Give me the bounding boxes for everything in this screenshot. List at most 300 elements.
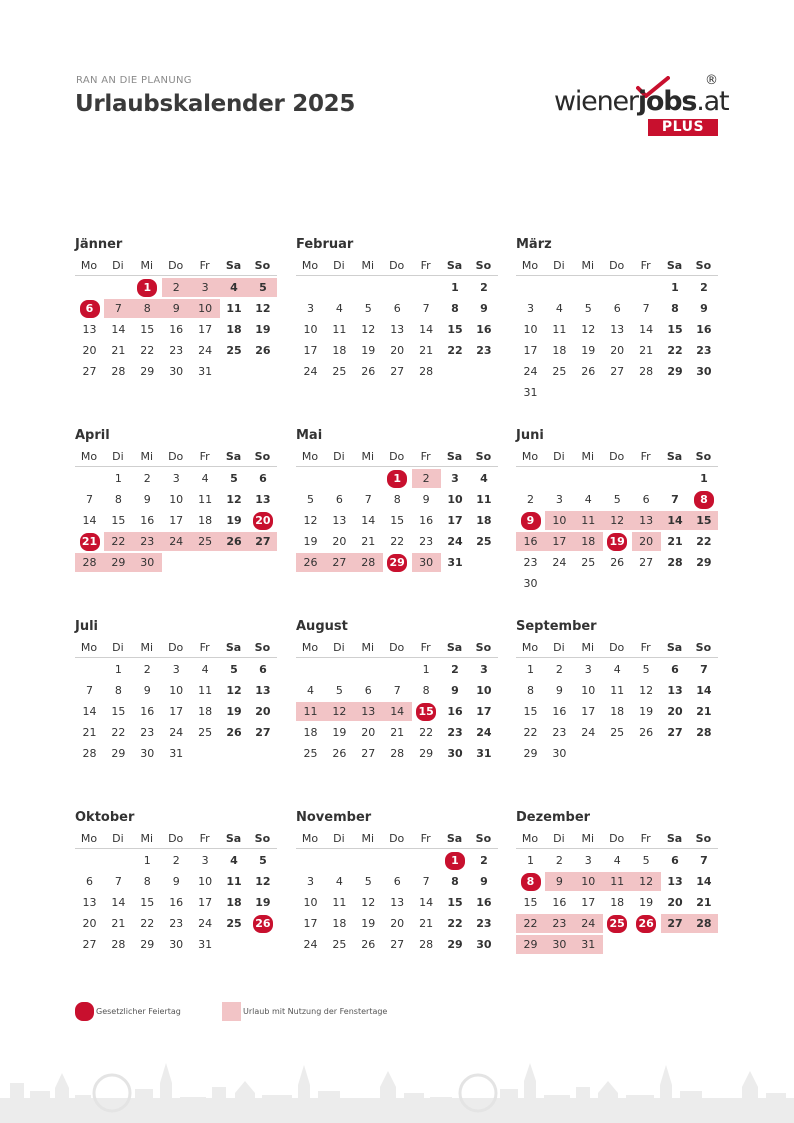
day-number: 28 — [419, 938, 434, 951]
day-cell-vacation — [632, 511, 661, 530]
day-number: 1 — [114, 472, 122, 485]
day-number: 12 — [226, 493, 242, 506]
day-cell — [661, 893, 690, 912]
day-number: 17 — [169, 514, 184, 527]
weekday-header — [75, 830, 277, 849]
day-cell — [603, 320, 632, 339]
day-number: 1 — [143, 854, 151, 867]
weekday-label: So — [695, 641, 712, 654]
day-cell-holiday — [383, 553, 412, 572]
day-number: 13 — [361, 705, 376, 718]
day-number: 4 — [307, 684, 314, 697]
day-number: 9 — [480, 875, 488, 888]
day-number: 4 — [201, 472, 209, 485]
day-cell — [661, 723, 690, 742]
day-cell — [133, 511, 162, 530]
day-number: 14 — [696, 684, 712, 697]
day-cell — [661, 320, 690, 339]
day-cell — [412, 490, 441, 509]
day-number: 7 — [393, 684, 401, 697]
day-number: 22 — [523, 726, 538, 739]
weekday-header — [516, 639, 718, 658]
day-cell — [469, 299, 498, 318]
weekday-label: Fr — [640, 641, 651, 654]
day-cell — [75, 681, 104, 700]
day-number: 31 — [198, 365, 213, 378]
day-number: 28 — [419, 365, 434, 378]
day-number: 28 — [82, 556, 97, 569]
day-cell-holiday — [632, 914, 661, 933]
day-cell — [661, 553, 690, 572]
day-number: 4 — [555, 302, 563, 315]
day-number: 20 — [390, 917, 405, 930]
day-cell-holiday — [412, 702, 441, 721]
day-cell — [325, 511, 354, 530]
day-number: 13 — [332, 514, 347, 527]
day-number: 20 — [253, 512, 273, 530]
day-number: 5 — [230, 663, 238, 676]
day-number: 17 — [198, 323, 213, 336]
day-number: 9 — [480, 302, 488, 315]
weekday-label: Mi — [140, 450, 154, 463]
weekday-label: Do — [168, 641, 184, 654]
day-number: 12 — [581, 323, 596, 336]
day-number: 25 — [607, 915, 627, 933]
day-number: 14 — [390, 705, 405, 718]
day-number: 17 — [581, 896, 596, 909]
month-grid — [75, 257, 277, 406]
day-number: 16 — [169, 323, 184, 336]
day-cell — [191, 341, 220, 360]
legend-holiday-label: Gesetzlicher Feiertag — [96, 1007, 181, 1016]
day-number: 9 — [700, 302, 708, 315]
day-number: 22 — [447, 917, 463, 930]
day-cell — [248, 723, 277, 742]
day-cell — [248, 851, 277, 870]
weekday-label: Do — [609, 832, 625, 845]
weekday-header — [516, 257, 718, 276]
day-number: 27 — [82, 365, 97, 378]
day-number: 3 — [584, 854, 592, 867]
weekday-label: Mo — [521, 450, 539, 463]
day-number: 14 — [696, 875, 712, 888]
day-number: 3 — [451, 472, 459, 485]
weekday-label: Fr — [199, 641, 210, 654]
day-cell — [632, 893, 661, 912]
day-cell — [441, 341, 470, 360]
day-number: 19 — [639, 896, 654, 909]
month-grid — [75, 830, 277, 979]
day-number: 6 — [393, 875, 401, 888]
month-grid — [296, 639, 498, 788]
day-cell — [248, 872, 277, 891]
day-number: 2 — [527, 493, 534, 506]
day-cell — [412, 341, 441, 360]
day-number: 20 — [332, 535, 347, 548]
day-number: 7 — [86, 493, 93, 506]
day-cell — [354, 723, 383, 742]
day-cell — [133, 320, 162, 339]
day-cell — [133, 893, 162, 912]
weekday-label: Mo — [521, 641, 539, 654]
day-number: 1 — [422, 663, 430, 676]
day-cell — [441, 469, 470, 488]
day-number: 4 — [613, 663, 621, 676]
day-cell — [191, 511, 220, 530]
day-cell — [574, 490, 603, 509]
day-cell — [354, 893, 383, 912]
day-number: 13 — [255, 493, 271, 506]
day-number: 29 — [523, 938, 538, 951]
weekday-label: Di — [112, 450, 124, 463]
month-name: Oktober — [75, 810, 135, 825]
day-number: 21 — [419, 344, 434, 357]
day-number: 11 — [198, 684, 213, 697]
day-cell — [354, 341, 383, 360]
day-cell — [516, 574, 545, 593]
day-cell-vacation — [325, 553, 354, 572]
day-number: 11 — [332, 896, 347, 909]
day-cell — [469, 723, 498, 742]
day-cell — [412, 893, 441, 912]
day-cell — [325, 914, 354, 933]
day-cell-holiday — [603, 914, 632, 933]
day-cell — [191, 681, 220, 700]
day-cell — [545, 723, 574, 742]
month-name: August — [296, 619, 348, 634]
day-cell — [632, 320, 661, 339]
logo-word-tail: .at — [696, 86, 729, 117]
day-number: 16 — [419, 514, 434, 527]
weekday-label: Di — [333, 259, 345, 272]
day-cell — [516, 320, 545, 339]
day-number: 10 — [581, 684, 596, 697]
day-cell — [574, 702, 603, 721]
month-name: Juni — [516, 428, 544, 443]
day-cell — [354, 872, 383, 891]
day-number: 3 — [480, 663, 488, 676]
day-cell — [412, 935, 441, 954]
day-number: 28 — [639, 365, 654, 378]
day-cell — [383, 723, 412, 742]
day-number: 16 — [476, 896, 492, 909]
day-cell — [661, 299, 690, 318]
day-number: 22 — [667, 344, 683, 357]
day-number: 15 — [523, 896, 538, 909]
day-cell — [574, 851, 603, 870]
day-cell-vacation — [296, 702, 325, 721]
day-cell-vacation — [516, 935, 545, 954]
day-cell — [661, 872, 690, 891]
day-cell — [133, 723, 162, 742]
day-cell — [441, 278, 470, 297]
day-number: 6 — [364, 684, 372, 697]
day-number: 6 — [393, 302, 401, 315]
day-cell — [354, 299, 383, 318]
day-number: 26 — [226, 535, 242, 548]
day-cell — [469, 511, 498, 530]
month-grid — [516, 257, 718, 406]
day-number: 13 — [255, 684, 271, 697]
day-cell — [296, 511, 325, 530]
day-cell — [133, 702, 162, 721]
day-number: 15 — [416, 703, 436, 721]
day-cell — [296, 744, 325, 763]
day-number: 3 — [307, 875, 314, 888]
day-cell — [689, 681, 718, 700]
day-number: 16 — [140, 705, 155, 718]
day-cell-holiday — [383, 469, 412, 488]
weekday-label: Di — [112, 259, 124, 272]
day-cell — [248, 702, 277, 721]
day-cell — [133, 914, 162, 933]
day-cell — [162, 511, 191, 530]
day-cell — [412, 660, 441, 679]
weekday-label: Sa — [666, 450, 683, 463]
day-number: 5 — [335, 684, 343, 697]
day-cell — [133, 341, 162, 360]
day-number: 20 — [667, 896, 683, 909]
day-number: 16 — [476, 323, 492, 336]
day-number: 27 — [667, 726, 683, 739]
day-number: 27 — [667, 917, 683, 930]
day-cell — [104, 872, 133, 891]
day-cell — [469, 893, 498, 912]
day-cell — [469, 320, 498, 339]
day-number: 23 — [169, 917, 184, 930]
day-number: 19 — [639, 705, 654, 718]
day-cell — [516, 723, 545, 742]
day-number: 22 — [140, 917, 155, 930]
day-number: 13 — [390, 323, 405, 336]
weekday-label: Di — [553, 641, 565, 654]
day-number: 26 — [361, 365, 376, 378]
day-number: 29 — [140, 365, 155, 378]
day-number: 21 — [80, 533, 100, 551]
day-cell — [248, 469, 277, 488]
day-number: 20 — [82, 344, 97, 357]
weekday-header — [296, 639, 498, 658]
day-number: 23 — [140, 535, 155, 548]
day-number: 2 — [480, 854, 488, 867]
day-cell — [325, 490, 354, 509]
day-number: 5 — [584, 302, 592, 315]
weekday-label: Mo — [301, 450, 319, 463]
day-number: 6 — [259, 663, 267, 676]
day-number: 18 — [552, 344, 567, 357]
day-cell — [325, 681, 354, 700]
day-number: 10 — [303, 323, 318, 336]
day-cell — [354, 490, 383, 509]
day-number: 18 — [476, 514, 492, 527]
day-number: 10 — [169, 684, 184, 697]
day-cell — [383, 490, 412, 509]
day-number: 29 — [419, 747, 434, 760]
day-number: 29 — [111, 556, 126, 569]
day-cell — [162, 490, 191, 509]
day-cell — [412, 532, 441, 551]
day-number: 30 — [447, 747, 463, 760]
day-cell — [441, 681, 470, 700]
weekday-label: Sa — [666, 641, 683, 654]
day-cell-vacation — [545, 914, 574, 933]
day-cell — [191, 872, 220, 891]
day-number: 30 — [140, 747, 155, 760]
day-cell — [469, 681, 498, 700]
day-cell-vacation — [248, 278, 277, 297]
day-number: 14 — [82, 514, 97, 527]
day-cell — [689, 362, 718, 381]
day-number: 11 — [303, 705, 318, 718]
day-number: 29 — [447, 938, 463, 951]
weekday-label: Sa — [225, 259, 242, 272]
day-cell-holiday — [516, 872, 545, 891]
day-cell — [469, 469, 498, 488]
day-cell — [162, 723, 191, 742]
month-name: Februar — [296, 237, 354, 252]
day-cell — [325, 299, 354, 318]
day-cell-vacation — [412, 553, 441, 572]
day-number: 9 — [172, 302, 180, 315]
weekday-label: Di — [112, 641, 124, 654]
day-cell — [220, 320, 249, 339]
day-number: 24 — [476, 726, 492, 739]
day-cell — [516, 553, 545, 572]
day-cell — [603, 660, 632, 679]
day-number: 21 — [111, 917, 126, 930]
day-number: 12 — [303, 514, 318, 527]
day-number: 28 — [111, 365, 126, 378]
day-cell — [383, 320, 412, 339]
day-cell — [603, 299, 632, 318]
day-number: 1 — [527, 663, 534, 676]
weekday-label: Sa — [666, 259, 683, 272]
weekday-label: Fr — [199, 450, 210, 463]
day-number: 18 — [610, 896, 625, 909]
day-grid — [296, 849, 498, 979]
day-cell — [220, 490, 249, 509]
day-number: 23 — [476, 344, 492, 357]
day-number: 23 — [476, 917, 492, 930]
day-number: 24 — [303, 938, 318, 951]
weekday-label: Mo — [301, 832, 319, 845]
day-number: 22 — [447, 344, 463, 357]
day-cell — [162, 872, 191, 891]
day-grid — [75, 467, 277, 597]
day-cell-vacation — [296, 553, 325, 572]
day-number: 18 — [226, 896, 242, 909]
day-cell — [191, 723, 220, 742]
weekday-label: Fr — [420, 450, 431, 463]
weekday-label: Sa — [446, 641, 463, 654]
weekday-label: Do — [609, 259, 625, 272]
day-cell — [516, 744, 545, 763]
day-cell — [441, 935, 470, 954]
day-number: 11 — [226, 875, 242, 888]
day-number: 27 — [390, 938, 405, 951]
month-grid — [75, 448, 277, 597]
weekday-header — [75, 448, 277, 467]
day-number: 26 — [253, 915, 273, 933]
day-number: 31 — [169, 747, 184, 760]
weekday-label: Sa — [446, 259, 463, 272]
day-cell — [412, 299, 441, 318]
day-number: 4 — [480, 472, 488, 485]
day-number: 5 — [259, 854, 267, 867]
day-number: 16 — [523, 535, 538, 548]
day-cell-holiday — [75, 299, 104, 318]
day-number: 26 — [639, 726, 654, 739]
day-cell — [516, 702, 545, 721]
month-grid — [296, 257, 498, 406]
day-cell — [296, 299, 325, 318]
day-cell — [133, 744, 162, 763]
day-number: 20 — [361, 726, 376, 739]
day-number: 10 — [447, 493, 463, 506]
day-number: 24 — [447, 535, 463, 548]
day-number: 19 — [581, 344, 596, 357]
day-number: 16 — [447, 705, 463, 718]
weekday-label: So — [254, 259, 271, 272]
day-cell — [191, 320, 220, 339]
day-cell — [516, 851, 545, 870]
day-cell — [325, 744, 354, 763]
day-cell — [383, 299, 412, 318]
day-cell — [603, 362, 632, 381]
day-number: 21 — [390, 726, 405, 739]
day-cell — [632, 660, 661, 679]
day-cell — [603, 341, 632, 360]
day-cell — [469, 278, 498, 297]
day-cell — [441, 660, 470, 679]
day-cell — [603, 681, 632, 700]
logo-plus-badge: PLUS — [648, 119, 718, 136]
day-number: 23 — [419, 535, 434, 548]
day-cell — [661, 702, 690, 721]
day-number: 29 — [667, 365, 683, 378]
day-cell — [296, 935, 325, 954]
weekday-label: Sa — [225, 832, 242, 845]
day-number: 26 — [226, 726, 242, 739]
day-number: 14 — [111, 896, 126, 909]
weekday-label: Mi — [140, 832, 154, 845]
day-cell — [191, 469, 220, 488]
day-number: 5 — [364, 875, 372, 888]
day-number: 16 — [552, 896, 567, 909]
day-number: 16 — [552, 705, 567, 718]
weekday-label: Di — [553, 450, 565, 463]
legend-holiday — [75, 1002, 181, 1021]
day-cell-holiday — [133, 278, 162, 297]
day-number: 28 — [667, 556, 683, 569]
day-number: 30 — [552, 747, 567, 760]
day-cell — [133, 935, 162, 954]
day-number: 10 — [552, 514, 567, 527]
day-number: 23 — [696, 344, 712, 357]
day-number: 9 — [172, 875, 180, 888]
day-cell — [104, 935, 133, 954]
day-cell-vacation — [603, 511, 632, 530]
day-number: 20 — [667, 705, 683, 718]
weekday-label: Sa — [225, 450, 242, 463]
day-number: 30 — [419, 556, 434, 569]
day-number: 24 — [169, 726, 184, 739]
day-cell — [296, 723, 325, 742]
weekday-header — [75, 257, 277, 276]
day-cell — [162, 702, 191, 721]
day-cell — [689, 553, 718, 572]
day-cell — [441, 299, 470, 318]
